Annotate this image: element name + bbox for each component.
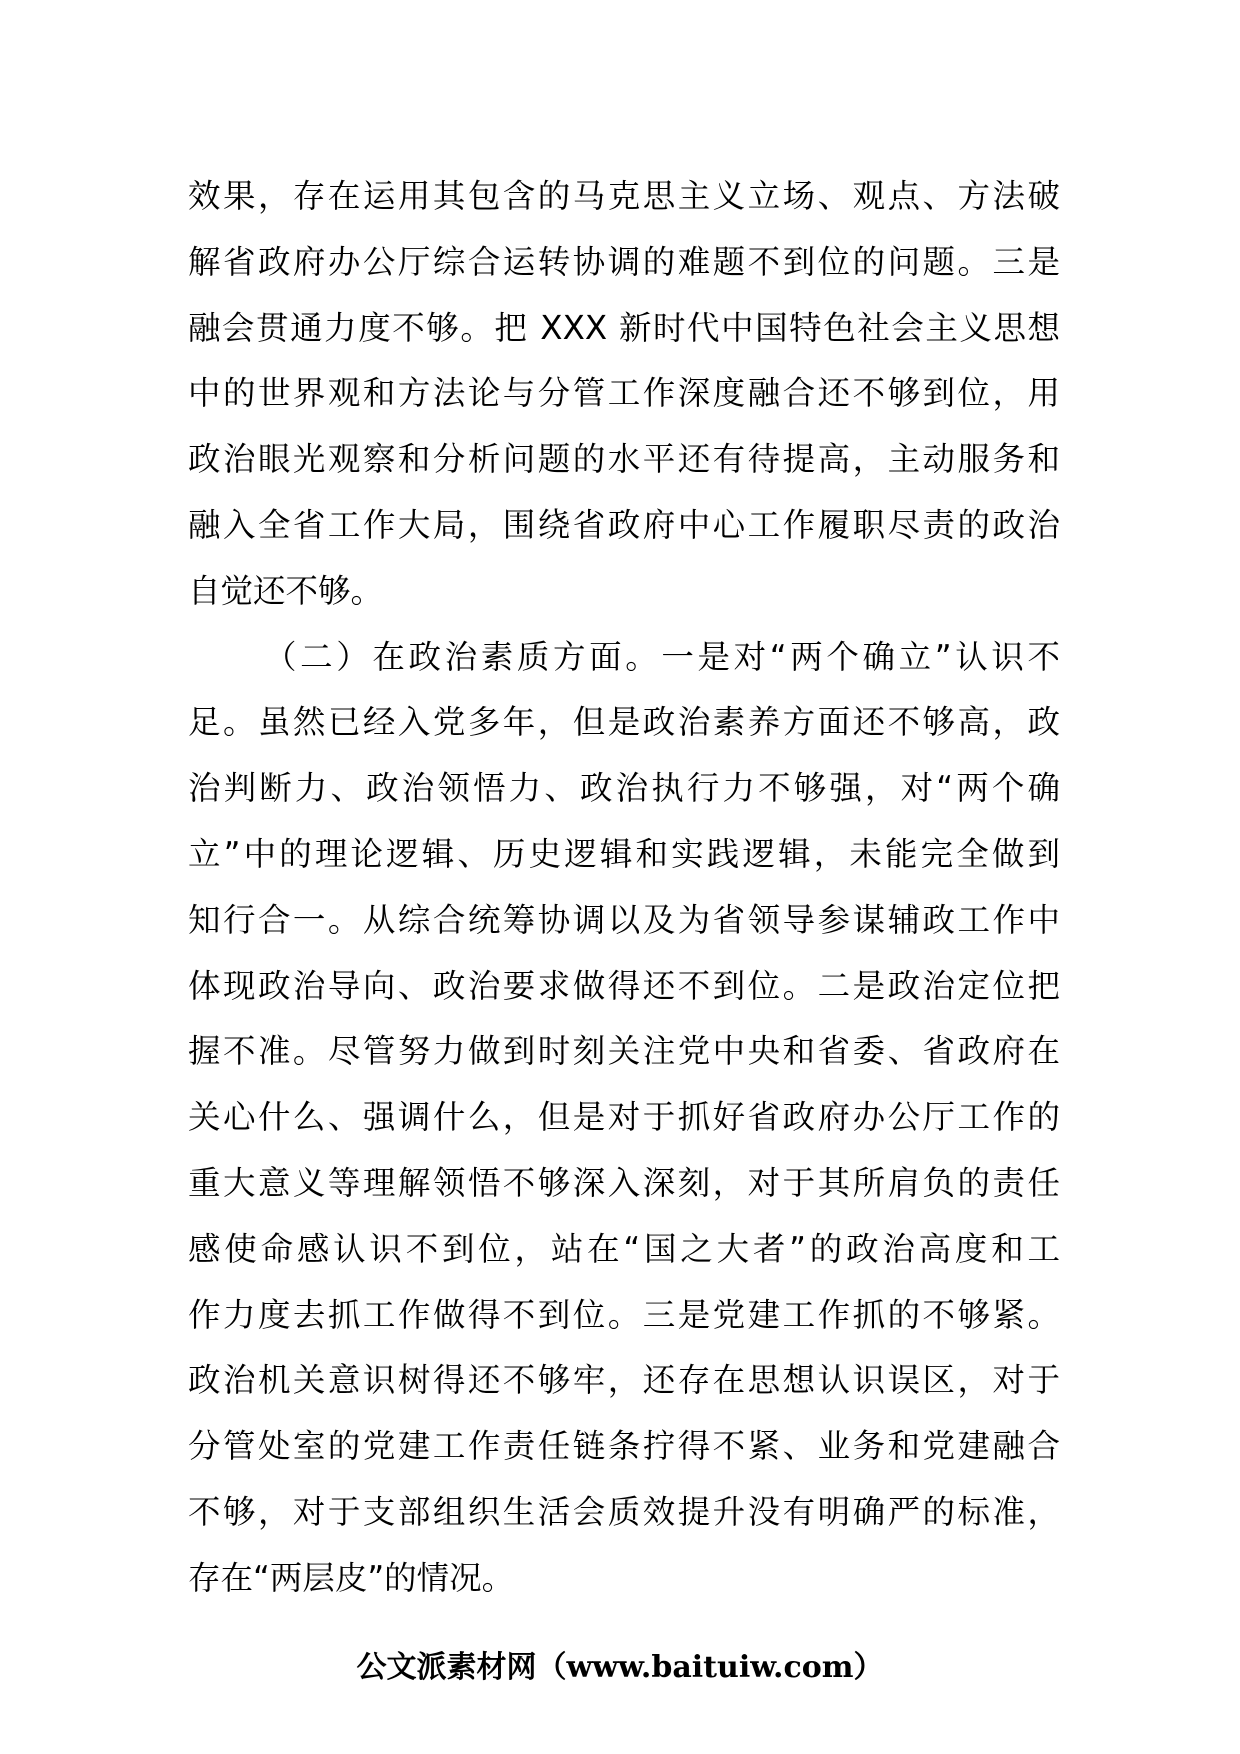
text-line: 握不准。尽管努力做到时刻关注党中央和省委、省政府在 — [188, 1032, 1060, 1071]
text-line: 分管处室的党建工作责任链条拧得不紧、业务和党建融合 — [188, 1427, 1060, 1466]
text-line: 知行合一。从综合统筹协调以及为省领导参谋辅政工作中 — [188, 900, 1060, 939]
text-line: 足。虽然已经入党多年，但是政治素养方面还不够高，政 — [188, 703, 1060, 742]
text-line: 中的世界观和方法论与分管工作深度融合还不够到位，用 — [188, 374, 1060, 413]
text-line: 治判断力、政治领悟力、政治执行力不够强，对“两个确 — [188, 769, 1060, 808]
footer-watermark: 公文派素材网（www.baituiw.com） — [356, 1650, 884, 1685]
text-line: 融入全省工作大局，围绕省政府中心工作履职尽责的政治 — [188, 505, 1060, 544]
text-line: 自觉还不够。 — [188, 571, 384, 610]
text-line: 政治眼光观察和分析问题的水平还有待提高，主动服务和 — [188, 440, 1060, 479]
text-line: 体现政治导向、政治要求做得还不到位。二是政治定位把 — [188, 966, 1060, 1005]
text-line: 不够，对于支部组织生活会质效提升没有明确严的标准， — [188, 1492, 1060, 1531]
section-heading-line: （二）在政治素质方面。一是对“两个确立”认识不 — [264, 637, 1060, 676]
text-line: 感使命感认识不到位，站在“国之大者”的政治高度和工 — [188, 1229, 1060, 1268]
text-line: 解省政府办公厅综合运转协调的难题不到位的问题。三是 — [188, 242, 1060, 281]
text-line: 存在“两层皮”的情况。 — [188, 1558, 515, 1597]
text-line: 政治机关意识树得还不够牢，还存在思想认识误区，对于 — [188, 1361, 1060, 1400]
text-line: 作力度去抓工作做得不到位。三是党建工作抓的不够紧。 — [188, 1295, 1060, 1334]
document-body — [188, 164, 1060, 1612]
text-line: 立”中的理论逻辑、历史逻辑和实践逻辑，未能完全做到 — [188, 834, 1060, 873]
text-line: 重大意义等理解领悟不够深入深刻，对于其所肩负的责任 — [188, 1163, 1060, 1202]
text-line: 关心什么、强调什么，但是对于抓好省政府办公厅工作的 — [188, 1098, 1060, 1137]
text-line: 融会贯通力度不够。把 XXX 新时代中国特色社会主义思想 — [188, 308, 1060, 347]
text-line: 效果，存在运用其包含的马克思主义立场、观点、方法破 — [188, 177, 1060, 215]
